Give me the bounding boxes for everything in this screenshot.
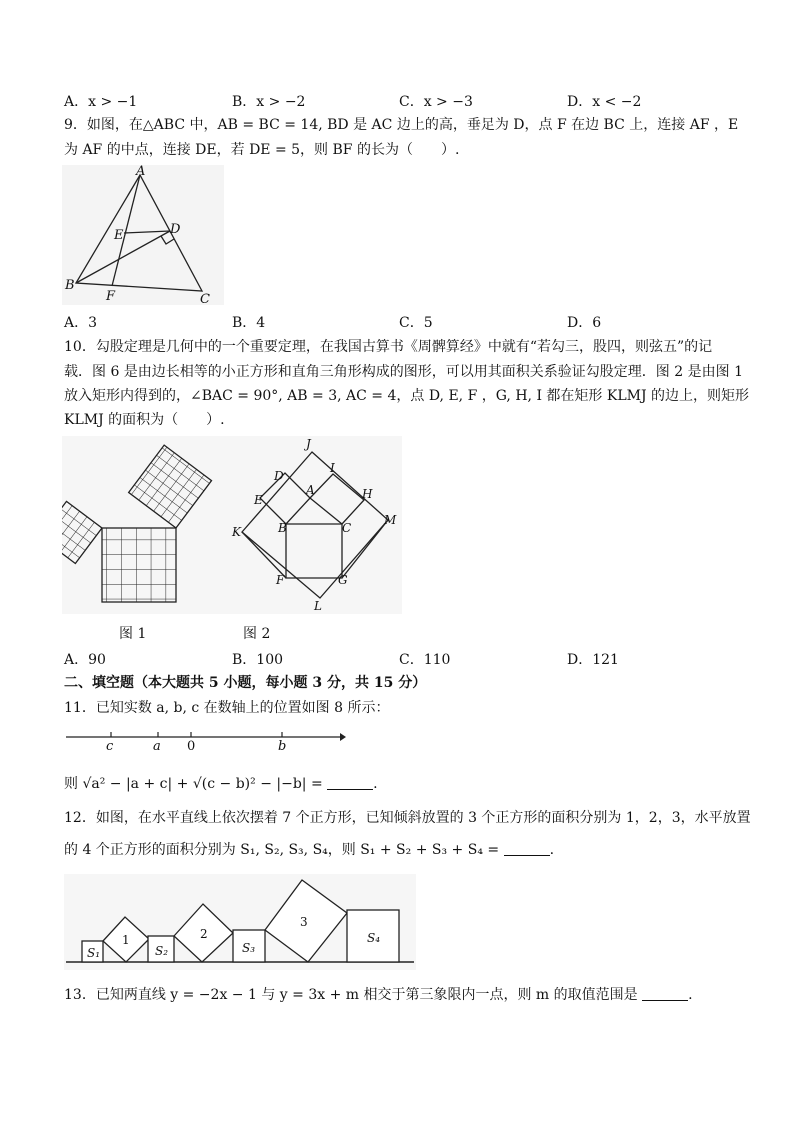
section-2-title: 二、填空题（本大题共 5 小题，每小题 3 分，共 15 分） <box>64 675 427 691</box>
q10-fig2-label-f: F <box>276 573 285 587</box>
q12-label-s3: S₃ <box>242 941 256 955</box>
q10-text-line2: 载．图 6 是由边长相等的小正方形和直角三角形构成的图形，可以用其面积关系验证勾股定理．图 2 是由图 1 <box>64 364 743 380</box>
q13-text: 13．已知两直线 y = −2x − 1 与 y = 3x + m 相交于第三象限内一点，则 m 的取值范围是 <box>64 987 638 1003</box>
q12-label-s4: S₄ <box>367 931 381 945</box>
q11-axis-label-zero: 0 <box>187 739 196 754</box>
q13-answer-blank[interactable] <box>642 986 688 1001</box>
q9-label-b: B <box>65 278 75 293</box>
q13-suffix: . <box>688 987 693 1003</box>
q9-text-line2: 为 AF 的中点，连接 DE，若 DE = 5，则 BF 的长为（ ）. <box>64 142 460 158</box>
q9-label-d: D <box>170 222 181 237</box>
q10-fig2-label-l: L <box>314 599 322 613</box>
q9-text-line1: 9．如图，在△ABC 中，AB = BC = 14, BD 是 AC 边上的高，垂足为 D，点 F 在边 BC 上，连接 AF ，E <box>64 117 739 133</box>
q12-text-line1: 12．如图，在水平直线上依次摆着 7 个正方形，已知倾斜放置的 3 个正方形的面积分别为 1，2，3，水平放置 <box>64 810 751 826</box>
q11-number-line <box>64 724 346 754</box>
q10-fig2-label-m: M <box>384 513 397 527</box>
q10-option-b: B．100 <box>232 652 284 668</box>
q12-label-1: 1 <box>122 933 130 947</box>
q11-axis-label-c: c <box>106 739 114 754</box>
q11-expression: √a² − |a + c| + √(c − b)² − |−b| = <box>82 776 323 792</box>
q9-option-d: D．6 <box>567 315 602 331</box>
q8-option-b: B．x > −2 <box>232 94 306 110</box>
q11-text-line1: 11．已知实数 a, b, c 在数轴上的位置如图 8 所示： <box>64 700 390 716</box>
q9-label-e: E <box>114 228 124 243</box>
q11-expr-prefix: 则 <box>64 776 78 792</box>
q9-triangle-figure <box>62 165 224 305</box>
q11-expr-suffix: . <box>373 776 378 792</box>
q10-text-line3: 放入矩形内得到的，∠BAC = 90°, AB = 3, AC = 4，点 D, E, F ，G, H, I 都在矩形 KLMJ 的边上，则矩形 <box>64 388 750 404</box>
q12-label-2: 2 <box>200 927 208 941</box>
q9-option-c: C．5 <box>399 315 433 331</box>
q8-option-c: C．x > −3 <box>399 94 473 110</box>
q10-fig2-label-g: G <box>338 573 348 587</box>
q10-figure-2 <box>230 436 402 614</box>
q10-fig1-caption: 图 1 <box>119 626 147 642</box>
q10-option-c: C．110 <box>399 652 451 668</box>
q10-fig2-label-c: C <box>342 521 352 535</box>
q10-option-a: A．90 <box>64 652 106 668</box>
q12-label-3: 3 <box>300 915 308 929</box>
q10-text-line4: KLMJ 的面积为（ ）. <box>64 412 225 428</box>
q11-answer-blank[interactable] <box>327 775 373 790</box>
q9-label-c: C <box>200 292 210 305</box>
q10-text-line1: 10．勾股定理是几何中的一个重要定理，在我国古算书《周髀算经》中就有“若勾三，股四，则弦五”的记 <box>64 339 713 355</box>
q12-line2-suffix: . <box>549 842 555 858</box>
q10-fig2-label-e: E <box>254 493 263 507</box>
q10-fig2-label-b: B <box>278 521 287 535</box>
q9-option-b: B．4 <box>232 315 266 331</box>
q12-text-line2-wrap <box>64 840 554 860</box>
q12-label-s2: S₂ <box>155 944 169 958</box>
q10-fig2-label-k: K <box>232 525 241 539</box>
q10-fig2-caption: 图 2 <box>243 626 271 642</box>
q9-option-a: A．3 <box>64 315 98 331</box>
q10-fig2-label-i: I <box>330 461 335 475</box>
q11-expression-line <box>64 774 378 794</box>
q8-option-a: A．x > −1 <box>64 94 138 110</box>
q12-label-s1: S₁ <box>87 946 101 960</box>
q9-label-f: F <box>106 289 116 304</box>
q10-fig2-label-j: J <box>306 437 311 451</box>
q12-text-line2: 的 4 个正方形的面积分别为 S₁, S₂, S₃, S₄，则 S₁ + S₂ + S₃ + S₄ = <box>64 842 500 858</box>
q10-fig2-label-d: D <box>274 469 284 483</box>
q13-line <box>64 985 693 1005</box>
q12-squares-figure <box>64 874 416 970</box>
q8-option-d: D．x < −2 <box>567 94 642 110</box>
q10-fig2-label-a: A <box>306 483 315 497</box>
q10-figure-1 <box>62 436 230 614</box>
q9-label-a: A <box>136 165 146 179</box>
q11-axis-label-a: a <box>153 739 161 754</box>
q10-option-d: D．121 <box>567 652 619 668</box>
q11-axis-label-b: b <box>278 739 287 754</box>
q10-fig2-label-h: H <box>362 487 373 501</box>
q12-answer-blank[interactable] <box>504 841 550 856</box>
